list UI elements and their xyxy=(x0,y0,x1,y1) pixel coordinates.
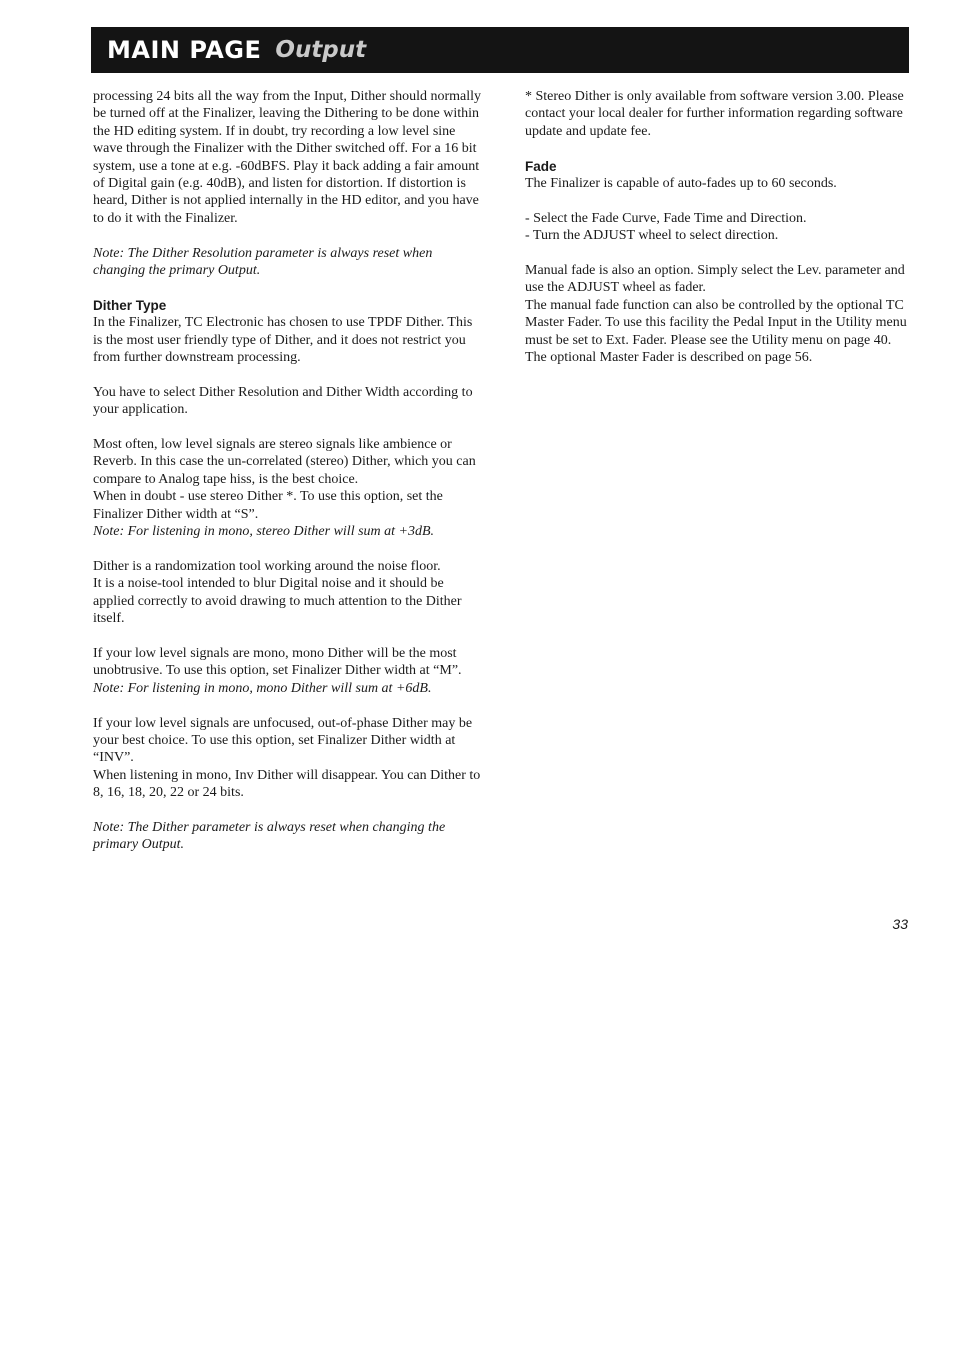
header-title: MAIN PAGE xyxy=(107,36,262,64)
right-column xyxy=(525,88,915,366)
footnote: * Stereo Dither is only available from software version 3.00. Please contact your local dealer for further information regarding software update and update fee. xyxy=(525,89,904,139)
page-number: 33 xyxy=(892,916,908,932)
paragraph: Manual fade is also an option. Simply select the Lev. parameter and use the ADJUST wheel as fader. xyxy=(525,263,905,296)
paragraph: processing 24 bits all the way from the Input, Dither should normally be turned off at the Finalizer, leaving the Dithering to be done within the HD editing system. If in doubt, try recording a low level sine wave through the Finalizer with the Dither switched off. For a 16 bit system, use a tone at e.g. -60dBFS. Play it back adding a fair amount of Digital gain (e.g. 40dB), and listen for distortion. If distortion is heard, Dither is not applied internally in the HD editor, and you have to do it with the Finalizer. xyxy=(93,89,482,226)
paragraph: It is a noise-tool intended to blur Digital noise and it should be applied correctly to avoid drawing to much attention to the Dither itself. xyxy=(93,576,462,627)
paragraph: If your low level signals are mono, mono Dither will be the most unobtrusive. To use this option, set Finalizer Dither width at “M”. xyxy=(93,645,462,679)
page-header xyxy=(91,27,909,73)
note: Note: The Dither Resolution parameter is always reset when changing the primary Output. xyxy=(93,245,433,279)
note: Note: For listening in mono, stereo Dither will sum at +3dB. xyxy=(93,524,435,540)
paragraph: When listening in mono, Inv Dither will disappear. You can Dither to 8, 16, 18, 20, 22 or 24 bits. xyxy=(93,767,481,801)
paragraph: If your low level signals are unfocused, out-of-phase Dither may be your best choice. To use this option, set Finalizer Dither width at “INV”. xyxy=(93,715,473,766)
paragraph: The Finalizer is capable of auto-fades up to 60 seconds. xyxy=(525,176,837,192)
left-column xyxy=(93,88,483,854)
paragraph: The manual fade function can also be controlled by the optional TC Master Fader. To use this facility the Pedal Input in the Utility menu must be set to Ext. Fader. Please see the Utility menu on page 40. The optional Master Fader is described on page 56. xyxy=(525,297,907,366)
paragraph: Dither is a randomization tool working around the noise floor. xyxy=(93,558,441,574)
list-item: - Turn the ADJUST wheel to select direction. xyxy=(525,228,779,244)
note: Note: For listening in mono, mono Dither will sum at +6dB. xyxy=(93,680,432,696)
paragraph: When in doubt - use stereo Dither *. To use this option, set the Finalizer Dither width at “S”. xyxy=(93,489,443,522)
section-heading-dither-type: Dither Type xyxy=(93,297,167,313)
section-heading-fade: Fade xyxy=(525,158,557,174)
list-item: - Select the Fade Curve, Fade Time and Direction. xyxy=(525,210,807,226)
paragraph: In the Finalizer, TC Electronic has chosen to use TPDF Dither. This is the most user friendly type of Dither, and it does not restrict you from further downstream processing. xyxy=(93,315,473,366)
header-subtitle: Output xyxy=(275,37,367,63)
paragraph: You have to select Dither Resolution and Dither Width according to your application. xyxy=(93,384,473,418)
note: Note: The Dither parameter is always reset when changing the primary Output. xyxy=(93,819,446,853)
paragraph: Most often, low level signals are stereo signals like ambience or Reverb. In this case the un-correlated (stereo) Dither, which you can compare to Analog tape hiss, is the best choice. xyxy=(93,437,476,487)
